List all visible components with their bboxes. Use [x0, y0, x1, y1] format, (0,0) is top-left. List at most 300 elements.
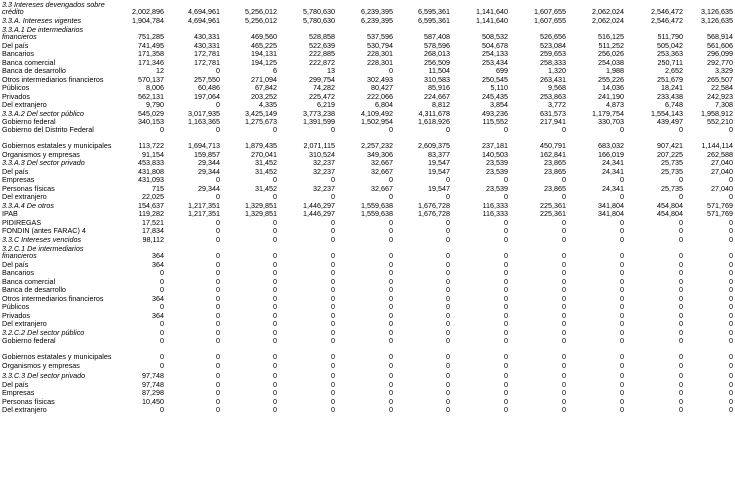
table-cell: 0	[273, 310, 277, 320]
table-cell: 0	[620, 310, 624, 320]
table-cell: 32,237	[313, 183, 335, 193]
table-cell: 0	[679, 174, 683, 184]
table-cell: 154,637	[138, 200, 164, 210]
table-row	[0, 268, 735, 276]
table-cell: 0	[620, 174, 624, 184]
table-cell: 0	[729, 404, 733, 414]
table-cell: 0	[729, 351, 733, 361]
table-cell: 7,308	[715, 99, 733, 109]
table-cell: 0	[331, 217, 335, 227]
table-cell: 469,560	[251, 31, 277, 41]
table-cell: 2,002,896	[132, 6, 164, 16]
table-cell: 5,256,012	[245, 6, 277, 16]
table-cell: 552,210	[707, 116, 733, 126]
table-cell: 2,062,024	[592, 15, 624, 25]
table-cell: 4,873	[606, 99, 624, 109]
table-cell: 171,358	[138, 48, 164, 58]
table-cell: 6,219	[317, 99, 335, 109]
table-cell: 528,858	[309, 31, 335, 41]
table-cell: 0	[331, 310, 335, 320]
table-cell: 1,446,297	[303, 200, 335, 210]
table-cell: 0	[679, 276, 683, 286]
table-cell: 0	[620, 250, 624, 260]
table-cell: 9,568	[548, 82, 566, 92]
table-cell: 0	[620, 301, 624, 311]
table-cell: 0	[446, 250, 450, 260]
table-cell: 0	[504, 217, 508, 227]
table-cell: 561,606	[707, 40, 733, 50]
table-cell: 22,584	[711, 82, 733, 92]
table-cell: 172,781	[194, 48, 220, 58]
table-cell: 0	[562, 387, 566, 397]
table-cell: 3,773,238	[303, 108, 335, 118]
table-cell: 516,125	[598, 31, 624, 41]
row-label: Bancarios	[2, 267, 34, 277]
row-label: 3.3.A.3 Del sector privado	[2, 157, 85, 167]
table-cell: 0	[504, 404, 508, 414]
table-cell: 13	[327, 65, 335, 75]
table-cell: 0	[729, 267, 733, 277]
table-cell: 0	[273, 267, 277, 277]
table-row	[0, 379, 735, 388]
table-cell: 4,311,678	[418, 108, 450, 118]
table-cell: 0	[620, 370, 624, 380]
table-cell: 340,153	[138, 116, 164, 126]
table-cell: 0	[562, 217, 566, 227]
table-cell: 0	[331, 191, 335, 201]
table-cell: 505,042	[657, 40, 683, 50]
table-cell: 17,521	[142, 217, 164, 227]
table-cell: 0	[504, 335, 508, 345]
table-cell: 17,834	[142, 225, 164, 235]
row-label: PIDIREGAS	[2, 217, 42, 227]
table-cell: 0	[620, 217, 624, 227]
table-cell: 6	[273, 65, 277, 75]
table-cell: 217,941	[540, 116, 566, 126]
row-label: Banca de desarrollo	[2, 65, 66, 75]
table-cell: 299,754	[309, 74, 335, 84]
table-cell: 0	[679, 404, 683, 414]
table-cell: 439,497	[657, 116, 683, 126]
table-cell: 0	[389, 327, 393, 337]
table-cell: 3,772	[548, 99, 566, 109]
table-cell: 0	[620, 379, 624, 389]
table-cell: 2,609,375	[418, 140, 450, 150]
table-cell: 0	[446, 293, 450, 303]
table-cell: 0	[331, 318, 335, 328]
table-cell: 0	[620, 335, 624, 345]
table-cell: 1,320	[548, 65, 566, 75]
table-cell: 262,588	[707, 149, 733, 159]
table-cell: 0	[562, 327, 566, 337]
table-cell: 0	[389, 191, 393, 201]
table-cell: 0	[389, 387, 393, 397]
row-label: Otros intermediarios financieros	[2, 74, 104, 84]
table-cell: 0	[446, 301, 450, 311]
table-row	[0, 91, 735, 100]
table-cell: 907,421	[657, 140, 683, 150]
row-label: Del país	[2, 40, 29, 50]
table-cell: 1,275,673	[245, 116, 277, 126]
table-cell: 545,029	[138, 108, 164, 118]
table-cell: 29,344	[198, 183, 220, 193]
table-cell: 251,679	[657, 74, 683, 84]
row-label: Bancarios	[2, 48, 34, 58]
table-cell: 571,769	[707, 208, 733, 218]
table-cell: 24,341	[602, 166, 624, 176]
table-cell: 0	[216, 234, 220, 244]
table-cell: 0	[389, 318, 393, 328]
table-cell: 2,546,472	[651, 6, 683, 16]
table-cell: 253,363	[657, 48, 683, 58]
table-cell: 0	[216, 124, 220, 134]
table-cell: 530,794	[367, 40, 393, 50]
table-cell: 587,408	[424, 31, 450, 41]
table-cell: 751,285	[138, 31, 164, 41]
table-cell: 27,040	[711, 183, 733, 193]
row-label: FONDIN (antes FARAC) 4	[2, 225, 86, 235]
table-cell: 254,038	[598, 57, 624, 67]
table-cell: 115,552	[482, 116, 508, 126]
table-cell: 364	[152, 310, 164, 320]
table-cell: 0	[160, 351, 164, 361]
table-row	[0, 74, 735, 83]
table-cell: 87,298	[142, 387, 164, 397]
table-cell: 0	[389, 360, 393, 370]
table-cell: 257,550	[194, 74, 220, 84]
table-cell: 0	[729, 370, 733, 380]
table-cell: 8,006	[146, 82, 164, 92]
table-cell: 1,502,954	[361, 116, 393, 126]
table-cell: 24,341	[602, 183, 624, 193]
row-label: Del extranjero	[2, 404, 47, 414]
table-cell: 32,237	[313, 166, 335, 176]
table-cell: 0	[273, 396, 277, 406]
table-cell: 0	[160, 276, 164, 286]
table-cell: 0	[446, 174, 450, 184]
table-cell: 537,596	[367, 31, 393, 41]
table-cell: 171,346	[138, 57, 164, 67]
table-cell: 6,239,395	[361, 15, 393, 25]
table-cell: 253,434	[482, 57, 508, 67]
table-cell: 1,446,297	[303, 208, 335, 218]
row-label: 3.3 Intereses devengados sobre crédito	[2, 0, 105, 16]
table-cell: 0	[504, 124, 508, 134]
table-cell: 25,735	[661, 166, 683, 176]
table-cell: 0	[729, 259, 733, 269]
row-label: 3.3.C Intereses vencidos	[2, 234, 82, 244]
table-row	[0, 183, 735, 192]
table-row	[0, 276, 735, 285]
table-cell: 0	[729, 327, 733, 337]
table-cell: 85,916	[428, 82, 450, 92]
table-cell: 0	[216, 310, 220, 320]
table-row	[0, 125, 735, 133]
table-cell: 19,547	[428, 157, 450, 167]
table-cell: 0	[160, 124, 164, 134]
table-cell: 571,769	[707, 200, 733, 210]
table-cell: 113,722	[138, 140, 164, 150]
table-cell: 0	[216, 284, 220, 294]
table-cell: 0	[504, 327, 508, 337]
table-cell: 0	[216, 301, 220, 311]
row-label: IPAB	[2, 208, 18, 218]
table-cell: 5,256,012	[245, 15, 277, 25]
table-cell: 562,131	[138, 91, 164, 101]
table-cell: 1,958,912	[701, 108, 733, 118]
table-cell: 22,025	[142, 191, 164, 201]
table-cell: 0	[446, 370, 450, 380]
table-cell: 0	[331, 301, 335, 311]
table-cell: 0	[620, 267, 624, 277]
table-cell: 263,431	[540, 74, 566, 84]
table-cell: 0	[331, 379, 335, 389]
table-cell: 194,131	[251, 48, 277, 58]
table-cell: 0	[216, 351, 220, 361]
table-cell: 0	[331, 225, 335, 235]
table-cell: 1,618,926	[418, 116, 450, 126]
table-cell: 0	[160, 318, 164, 328]
table-cell: 0	[331, 396, 335, 406]
table-cell: 222,872	[309, 57, 335, 67]
table-cell: 0	[446, 234, 450, 244]
table-cell: 0	[679, 310, 683, 320]
row-label: Privados	[2, 310, 30, 320]
table-cell: 24,341	[602, 157, 624, 167]
row-label: Empresas	[2, 387, 35, 397]
table-cell: 0	[331, 124, 335, 134]
table-cell: 504,678	[482, 40, 508, 50]
table-cell: 0	[620, 276, 624, 286]
table-cell: 0	[729, 396, 733, 406]
table-cell: 683,032	[598, 140, 624, 150]
table-cell: 265,507	[707, 74, 733, 84]
table-row	[0, 217, 735, 226]
table-cell: 0	[273, 276, 277, 286]
table-cell: 430,331	[194, 40, 220, 50]
table-cell: 0	[216, 259, 220, 269]
table-cell: 0	[620, 191, 624, 201]
table-cell: 0	[216, 65, 220, 75]
table-cell: 570,137	[138, 74, 164, 84]
table-cell: 0	[729, 335, 733, 345]
table-cell: 0	[389, 225, 393, 235]
table-cell: 2,546,472	[651, 15, 683, 25]
table-cell: 83,377	[428, 149, 450, 159]
table-cell: 0	[446, 318, 450, 328]
table-cell: 12	[156, 65, 164, 75]
table-cell: 0	[160, 360, 164, 370]
table-cell: 1,988	[606, 65, 624, 75]
table-cell: 1,329,851	[245, 208, 277, 218]
table-cell: 2,652	[665, 65, 683, 75]
table-cell: 0	[504, 379, 508, 389]
table-cell: 341,804	[598, 200, 624, 210]
table-cell: 0	[273, 259, 277, 269]
table-cell: 0	[216, 379, 220, 389]
table-cell: 0	[729, 191, 733, 201]
table-cell: 2,062,024	[592, 6, 624, 16]
table-cell: 0	[273, 379, 277, 389]
table-cell: 6,595,361	[418, 6, 450, 16]
table-row	[0, 100, 735, 108]
table-cell: 8,812	[432, 99, 450, 109]
table-cell: 0	[446, 379, 450, 389]
table-row	[0, 388, 735, 396]
table-cell: 80,427	[371, 82, 393, 92]
table-cell: 292,770	[707, 57, 733, 67]
table-cell: 1,329,851	[245, 200, 277, 210]
table-cell: 3,126,635	[701, 15, 733, 25]
table-cell: 0	[679, 267, 683, 277]
table-cell: 14,036	[602, 82, 624, 92]
table-cell: 0	[504, 351, 508, 361]
table-cell: 0	[331, 293, 335, 303]
table-row	[0, 57, 735, 66]
table-cell: 0	[562, 191, 566, 201]
table-cell: 0	[216, 99, 220, 109]
table-cell: 0	[504, 396, 508, 406]
table-cell: 271,094	[251, 74, 277, 84]
table-cell: 0	[331, 259, 335, 269]
table-cell: 349,306	[367, 149, 393, 159]
table-cell: 0	[562, 124, 566, 134]
table-cell: 18,241	[661, 82, 683, 92]
table-cell: 0	[562, 396, 566, 406]
table-row	[0, 319, 735, 327]
table-cell: 0	[562, 310, 566, 320]
table-cell: 0	[504, 293, 508, 303]
table-cell: 74,282	[313, 82, 335, 92]
table-cell: 228,301	[367, 57, 393, 67]
table-cell: 0	[562, 370, 566, 380]
table-cell: 197,064	[194, 91, 220, 101]
row-label: 3.3.A.1 De intermediarios financieros	[2, 24, 84, 41]
table-row	[0, 117, 735, 125]
table-cell: 0	[679, 250, 683, 260]
row-label: Personas físicas	[2, 396, 55, 406]
table-cell: 225,361	[540, 208, 566, 218]
row-label: Del país	[2, 166, 29, 176]
table-cell: 0	[620, 327, 624, 337]
table-cell: 140,503	[482, 149, 508, 159]
table-cell: 0	[331, 335, 335, 345]
table-cell: 3,126,635	[701, 6, 733, 16]
table-cell: 0	[620, 234, 624, 244]
row-label: Empresas	[2, 174, 35, 184]
table-cell: 0	[273, 327, 277, 337]
table-cell: 11,504	[428, 65, 450, 75]
table-cell: 431,093	[138, 174, 164, 184]
table-cell: 0	[504, 387, 508, 397]
table-cell: 1,676,728	[418, 208, 450, 218]
table-cell: 0	[729, 318, 733, 328]
table-row	[0, 166, 735, 175]
table-cell: 0	[273, 335, 277, 345]
table-cell: 0	[273, 217, 277, 227]
row-label: Banca comercial	[2, 57, 56, 67]
table-cell: 253,863	[540, 91, 566, 101]
table-cell: 116,333	[482, 200, 508, 210]
table-cell: 715	[152, 183, 164, 193]
table-row	[0, 344, 735, 360]
table-cell: 0	[729, 360, 733, 370]
table-cell: 237,181	[482, 140, 508, 150]
table-cell: 0	[446, 225, 450, 235]
table-cell: 1,559,638	[361, 200, 393, 210]
table-cell: 511,252	[598, 40, 624, 50]
table-cell: 0	[331, 351, 335, 361]
table-cell: 27,040	[711, 166, 733, 176]
table-cell: 0	[446, 124, 450, 134]
table-cell: 1,559,638	[361, 208, 393, 218]
table-cell: 4,109,492	[361, 108, 393, 118]
table-cell: 302,493	[367, 74, 393, 84]
table-cell: 0	[562, 379, 566, 389]
table-cell: 0	[679, 124, 683, 134]
table-cell: 0	[446, 360, 450, 370]
table-cell: 0	[562, 284, 566, 294]
table-row	[0, 327, 735, 336]
table-cell: 0	[504, 284, 508, 294]
table-cell: 0	[504, 318, 508, 328]
table-cell: 6,748	[665, 99, 683, 109]
table-cell: 166,019	[598, 149, 624, 159]
table-cell: 0	[216, 174, 220, 184]
table-cell: 5,110	[490, 82, 508, 92]
table-cell: 0	[216, 335, 220, 345]
table-cell: 29,344	[198, 166, 220, 176]
table-cell: 453,833	[138, 157, 164, 167]
table-cell: 508,532	[482, 31, 508, 41]
table-cell: 259,653	[540, 48, 566, 58]
table-cell: 6,804	[375, 99, 393, 109]
table-cell: 0	[446, 191, 450, 201]
table-cell: 0	[389, 301, 393, 311]
table-cell: 0	[504, 250, 508, 260]
table-cell: 1,141,640	[476, 6, 508, 16]
table-cell: 0	[504, 234, 508, 244]
table-cell: 0	[216, 360, 220, 370]
table-cell: 0	[562, 267, 566, 277]
row-label: Gobiernos estatales y municipales	[2, 351, 112, 361]
table-cell: 0	[679, 360, 683, 370]
table-cell: 3,854	[490, 99, 508, 109]
table-cell: 0	[679, 284, 683, 294]
table-cell: 0	[679, 191, 683, 201]
table-cell: 0	[504, 225, 508, 235]
table-cell: 25,735	[661, 183, 683, 193]
row-label: Gobierno federal	[2, 116, 56, 126]
table-cell: 0	[729, 217, 733, 227]
table-cell: 341,804	[598, 208, 624, 218]
table-cell: 32,237	[313, 157, 335, 167]
table-row	[0, 369, 735, 379]
table-cell: 0	[446, 310, 450, 320]
table-row	[0, 200, 735, 209]
table-row	[0, 310, 735, 319]
table-cell: 0	[446, 259, 450, 269]
table-cell: 3,329	[715, 65, 733, 75]
row-label: Privados	[2, 91, 30, 101]
table-row	[0, 259, 735, 268]
table-cell: 19,547	[428, 166, 450, 176]
table-row	[0, 49, 735, 57]
table-cell: 31,452	[255, 157, 277, 167]
table-cell: 454,804	[657, 200, 683, 210]
table-cell: 4,694,961	[188, 6, 220, 16]
table-cell: 0	[216, 318, 220, 328]
